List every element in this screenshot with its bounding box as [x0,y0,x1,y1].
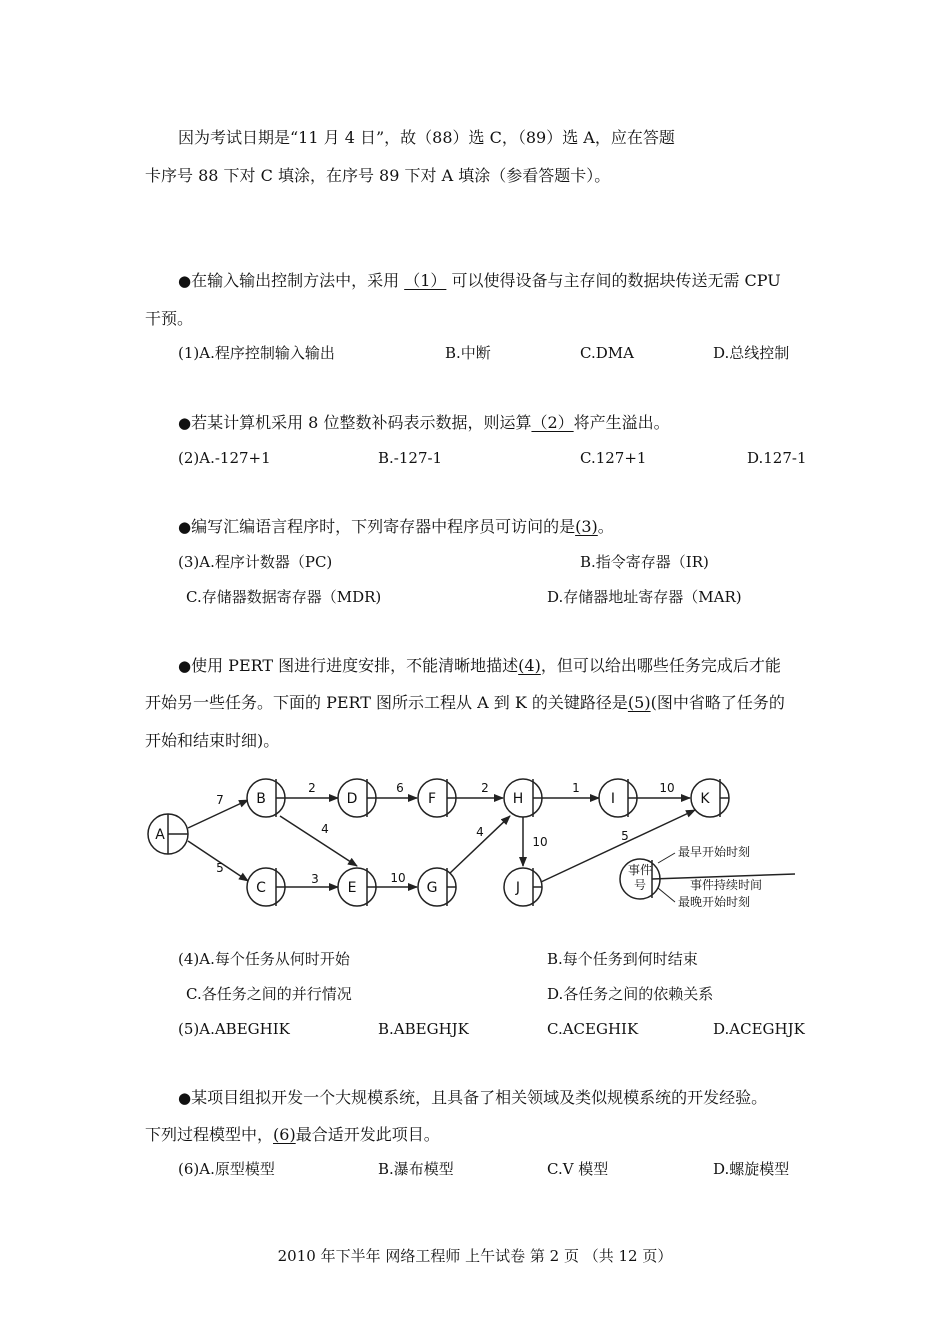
q2-option-d: D.127-1 [747,449,807,467]
legend-latest: 最晚开始时刻 [678,895,751,909]
q1-stem-b: 可以使得设备与主存间的数据块传送无需 CPU [446,271,781,290]
edge-be [280,816,357,866]
q6-stem-a: 某项目组拟开发一个大规模系统，且具备了相关领域及类似规模系统的开发经验。 [191,1088,768,1107]
q3-option-a: (3)A.程序计数器（PC) [178,553,333,571]
node-k-label: K [700,791,710,807]
q4-option-b: B.每个任务到何时结束 [547,950,698,968]
q5-option-b: B.ABEGHJK [378,1020,469,1038]
node-a [148,814,188,854]
node-g-label: G [426,880,438,896]
edge-ab-label: 7 [216,793,224,807]
q4-option-d: D.各任务之间的依赖关系 [547,985,714,1003]
q45-l1-a: 使用 PERT 图进行进度安排，不能清晰地描述 [191,656,519,675]
q45-l2-b: (图中省略了任务的 [650,693,785,712]
node-j-label: J [515,880,521,896]
q1-stem-line-1 [178,271,781,291]
q45-l1-b: ，但可以给出哪些任务完成后才能 [540,656,781,675]
bullet-icon: ● [178,272,192,290]
q6-stem-line-1 [178,1088,767,1108]
edge-ik-label: 10 [659,781,675,795]
q1-option-b: B.中断 [445,344,491,362]
q2-stem [178,413,670,433]
bullet-icon: ● [178,518,192,536]
node-d-label: D [346,791,358,807]
edge-ac-label: 5 [216,861,224,875]
q4-option-a: (4)A.每个任务从何时开始 [178,950,350,968]
edge-ce-label: 3 [311,872,319,886]
q6-blank: (6) [273,1125,296,1144]
node-b [247,779,285,817]
bullet-icon: ● [178,657,192,675]
q3-option-b: B.指令寄存器（IR) [580,553,709,571]
bullet-icon: ● [178,414,192,432]
edge-hj-label: 10 [532,835,548,849]
q3-blank: (3) [575,517,598,536]
node-c-label: C [256,880,266,896]
q2-blank: （2） [531,413,574,432]
q2-option-a: (2)A.-127+1 [178,449,271,467]
edge-jk-label: 5 [621,829,629,843]
q45-stem-line-3: 开始和结束时细)。 [145,731,280,750]
q5-option-d: D.ACEGHJK [713,1020,805,1038]
q5-blank: (5) [627,693,651,712]
q3-stem-b: 。 [597,517,614,536]
q6-stem-line-2 [145,1125,440,1145]
edge-bd-label: 2 [308,781,316,795]
intro-line-1: 因为考试日期是“11 月 4 日”，故（88）选 C，（89）选 A，应在答题 [178,128,675,147]
edge-df-label: 6 [396,781,404,795]
q1-option-c: C.DMA [580,344,634,362]
edge-jk [541,810,695,882]
q5-option-c: C.ACEGHIK [547,1020,639,1038]
q1-option-a: (1)A.程序控制输入输出 [178,344,335,362]
page-footer: 2010 年下半年 网络工程师 上午试卷 第 2 页 （共 12 页） [277,1247,673,1265]
q6-stem-b: 下列过程模型中， [145,1125,274,1144]
node-k [691,779,729,817]
q4-blank: (4) [518,656,541,675]
node-e [338,868,376,906]
legend-duration: 事件持续时间 [690,878,763,892]
node-b-label: B [256,791,266,807]
node-f-label: F [427,791,437,807]
q6-option-a: (6)A.原型模型 [178,1160,275,1178]
q1-option-d: D.总线控制 [713,344,790,362]
edge-hi-label: 1 [572,781,580,795]
node-i [599,779,637,817]
q3-option-d: D.存储器地址寄存器（MAR) [547,588,742,606]
q1-blank: （1） [404,271,447,290]
q2-stem-b: 将产生溢出。 [573,413,670,432]
legend-event-line-2: 号 [634,878,647,892]
edge-fh-label: 2 [481,781,489,795]
q2-stem-a: 若某计算机采用 8 位整数补码表示数据，则运算 [191,413,532,432]
q45-stem-line-1 [178,656,781,676]
node-c [247,868,285,906]
node-f [418,779,456,817]
q3-stem-a: 编写汇编语言程序时，下列寄存器中程序员可访问的是 [191,517,576,536]
node-j [504,868,542,906]
node-e-label: E [347,880,357,896]
q4-option-c: C.各任务之间的并行情况 [186,985,352,1003]
node-i-label: I [610,791,616,807]
q6-stem-c: 最合适开发此项目。 [295,1125,440,1144]
node-a-label: A [155,827,165,843]
q1-stem-line-2: 干预。 [145,309,194,328]
q3-stem [178,517,614,537]
q6-option-c: C.V 模型 [547,1160,609,1178]
node-h-label: H [512,791,524,807]
q5-option-a: (5)A.ABEGHIK [178,1020,290,1038]
q6-option-d: D.螺旋模型 [713,1160,790,1178]
q3-option-c: C.存储器数据寄存器（MDR) [186,588,382,606]
edge-eg-label: 10 [390,871,406,885]
q2-option-b: B.-127-1 [378,449,443,467]
edge-be-label: 4 [321,822,329,836]
q45-l2-a: 开始另一些任务。下面的 PERT 图所示工程从 A 到 K 的关键路径是 [145,693,628,712]
q6-option-b: B.瀑布模型 [378,1160,454,1178]
q1-stem-a: 在输入输出控制方法中，采用 [191,271,405,290]
q2-option-c: C.127+1 [580,449,647,467]
legend-event-line-1: 事件 [628,863,653,877]
pert-diagram [140,766,800,916]
bullet-icon: ● [178,1089,192,1107]
edge-gh-label: 4 [476,825,484,839]
legend-earliest: 最早开始时刻 [678,845,751,859]
intro-line-2: 卡序号 88 下对 C 填涂，在序号 89 下对 A 填涂（参看答题卡）。 [145,166,611,185]
q45-stem-line-2 [145,693,785,713]
